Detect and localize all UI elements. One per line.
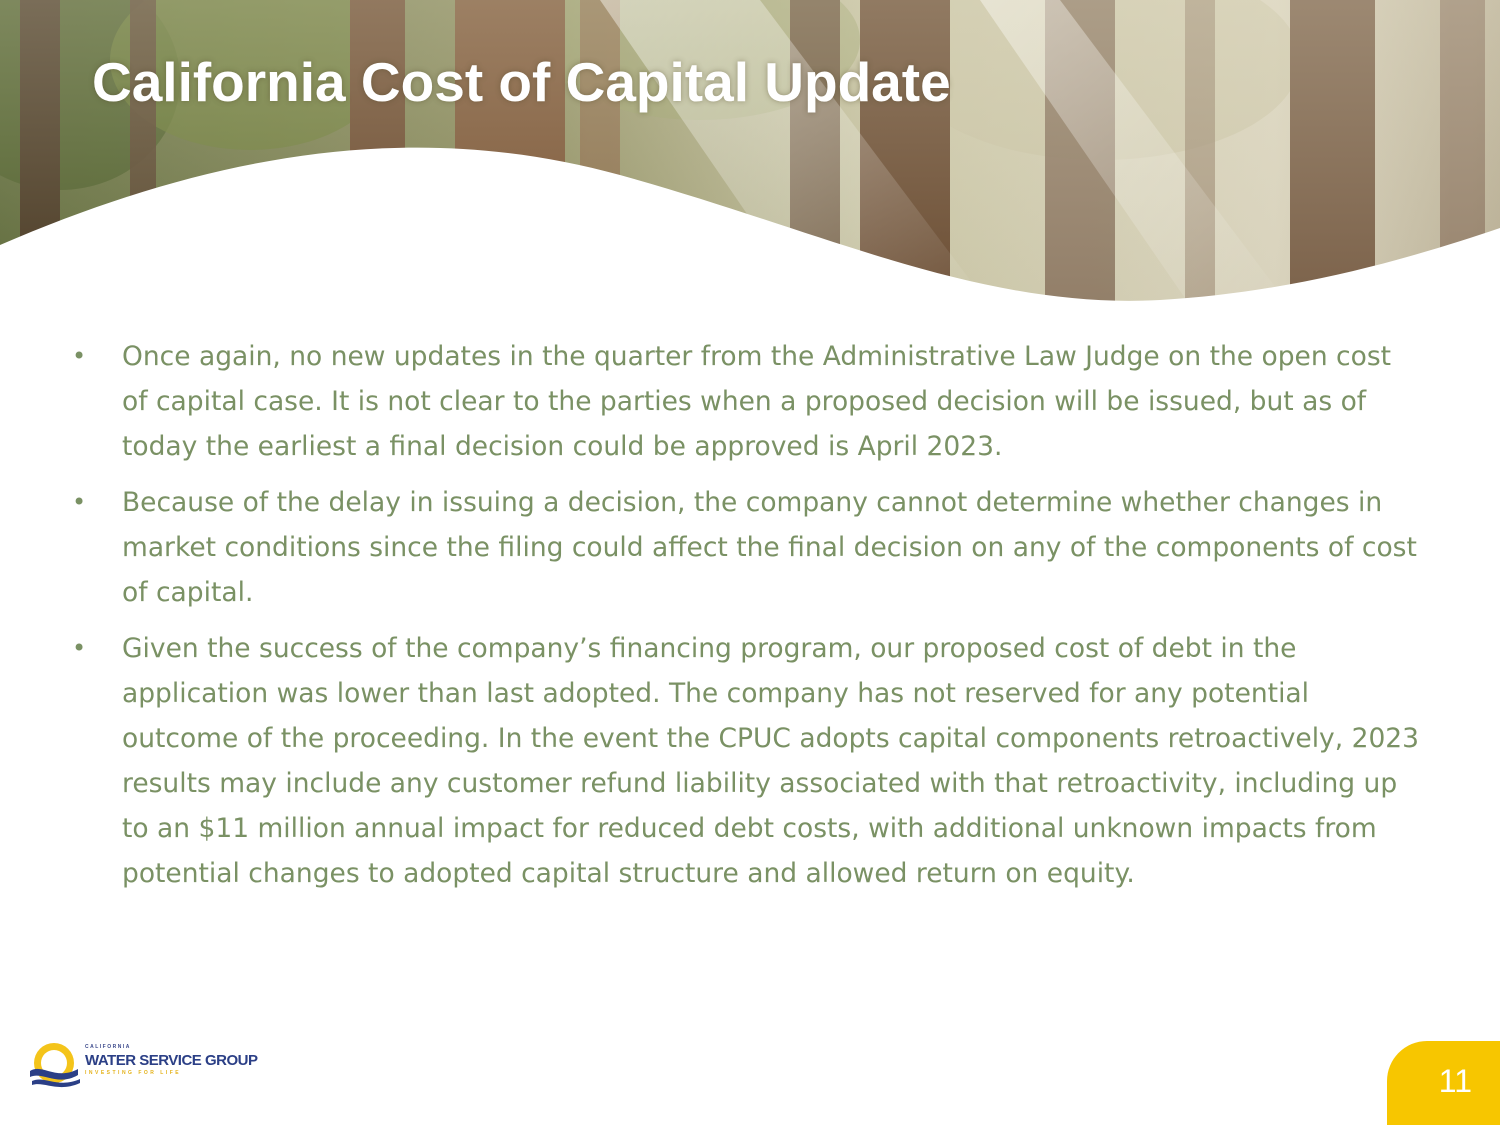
bullet-marker: • xyxy=(72,342,87,370)
page-number: 11 xyxy=(1438,1063,1472,1099)
logo-name: WATER SERVICE GROUP xyxy=(85,1052,258,1069)
sun-wave-logo-icon xyxy=(28,1035,84,1091)
bullet-text: Because of the delay in issuing a decision, the company cannot determine whether changes in market conditions since the filing could affect the final decision on any of the components of cost of capital. xyxy=(122,487,1417,608)
bullet-marker: • xyxy=(72,634,87,662)
bullet-item xyxy=(72,480,1422,615)
bullet-item xyxy=(72,334,1422,469)
bullet-list xyxy=(72,334,1422,907)
company-logo xyxy=(28,1035,268,1095)
logo-tagline: INVESTING FOR LIFE xyxy=(85,1070,182,1076)
bullet-marker: • xyxy=(72,488,87,516)
bullet-text: Once again, no new updates in the quarter from the Administrative Law Judge on the open cost of capital case. It is not clear to the parties when a proposed decision will be issued, but as of today the earliest a final decision could be approved is April 2023. xyxy=(122,341,1392,462)
forest-banner-image xyxy=(0,0,1500,320)
bullet-item xyxy=(72,626,1422,896)
slide-title: California Cost of Capital Update xyxy=(92,51,951,113)
bullet-text: Given the success of the company’s financing program, our proposed cost of debt in the application was lower than last adopted. The company has not reserved for any potential outcome of the proceeding. In the event the CPUC adopts capital components retroactively, 2023 results may include any customer refund liability associated with that retroactivity, including up to an $11 million annual impact for reduced debt costs, with additional unknown impacts from potential changes to adopted capital structure and allowed return on equity. xyxy=(122,633,1420,889)
logo-top-text: CALIFORNIA xyxy=(85,1044,131,1050)
page-number-tab xyxy=(1387,1041,1500,1125)
